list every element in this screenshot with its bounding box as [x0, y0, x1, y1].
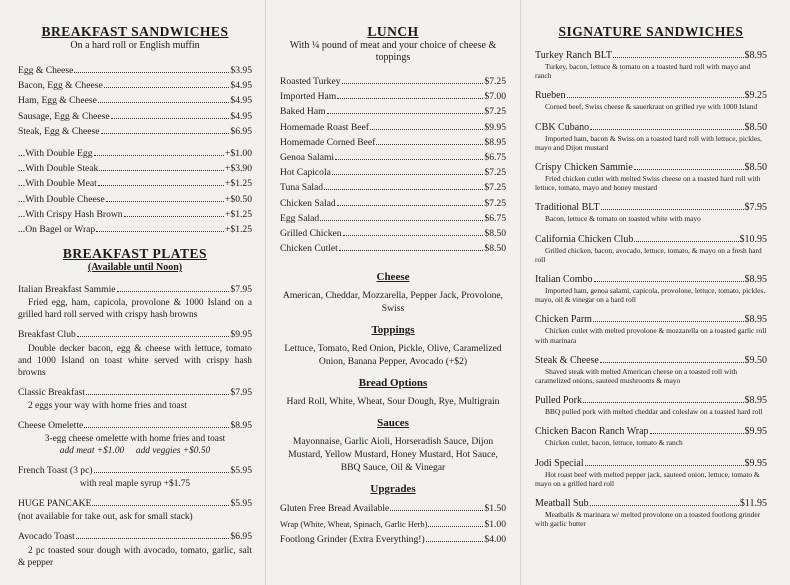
item-name: Chicken Cutlet: [280, 243, 338, 255]
item-desc: Hot roast beef with melted pepper jack, sauteed onion, lettuce, tomato & mayo on a grilled hard roll: [535, 469, 760, 488]
item-price: $9.50: [744, 354, 767, 366]
toppings-text: Lettuce, Tomato, Red Onion, Pickle, Olive, Caramelized Onion, Banana Pepper, Avocado (+$2): [284, 343, 502, 368]
item-name: Roasted Turkey: [280, 76, 341, 87]
dot-leader: [567, 88, 744, 98]
sauces-title: Sauces: [377, 417, 409, 430]
item-price: $7.95: [230, 386, 252, 398]
breakfast-sandwich-list: [18, 63, 252, 139]
item-desc: (not available for take out, ask for small stack): [18, 512, 193, 523]
menu-item-row: [535, 200, 767, 214]
signature-item: [535, 353, 767, 385]
signature-item: [535, 232, 767, 264]
item-price: $6.95: [230, 125, 252, 137]
signature-item: [535, 88, 767, 111]
item-price: $5.95: [230, 498, 252, 510]
item-price: +$1.00: [225, 148, 252, 160]
item-name: Italian Breakfast Sammie: [18, 284, 116, 296]
item-price: $8.50: [744, 162, 767, 174]
right-column: [535, 0, 767, 536]
dot-leader: [94, 146, 225, 156]
item-desc: Fried chicken cutlet with melted Swiss cheese on a toasted hard roll with lettuce, tomato, mayo and honey mustard: [535, 174, 761, 193]
menu-item-row: [280, 517, 506, 532]
item-price: $6.75: [484, 212, 506, 224]
signature-item: [535, 200, 767, 223]
item-price: $9.95: [744, 426, 767, 438]
dot-leader: [613, 48, 743, 58]
lunch-subtitle: With ¼ pound of meat and your choice of cheese & toppings: [289, 40, 497, 63]
item-price: $4.95: [230, 110, 252, 122]
item-name: Cheese Omelette: [18, 419, 84, 431]
item-price: $8.95: [744, 274, 767, 286]
item-price: +$1.25: [225, 208, 252, 220]
item-price: $8.95: [484, 136, 506, 148]
item-name: Gluten Free Bread Available: [280, 503, 390, 515]
dot-leader: [376, 135, 483, 145]
menu-item-row: [18, 207, 252, 222]
menu-item-row: [18, 146, 252, 161]
item-price: $10.95: [739, 233, 767, 245]
item-price: $8.50: [484, 243, 506, 255]
dot-leader: [337, 89, 483, 99]
item-name: Classic Breakfast: [18, 386, 85, 398]
dot-leader: [104, 78, 230, 88]
addon-list: [18, 146, 252, 237]
menu-item-row: [280, 241, 506, 256]
dot-leader: [74, 63, 229, 73]
bread-title: Bread Options: [358, 377, 428, 390]
dot-leader: [593, 312, 744, 322]
signature-item: [535, 160, 767, 192]
item-desc: Turkey, bacon, lettuce & tomato on a toasted hard roll with mayo and ranch: [535, 62, 751, 81]
item-name: Traditional BLT: [535, 202, 600, 214]
dot-leader: [99, 161, 224, 171]
item-name: Pulled Pork: [535, 395, 582, 407]
item-name: Chicken Salad: [280, 197, 336, 209]
item-desc: Fried egg, ham, capicola, provolone & 1000 Island on a grilled hard roll served with crispy hash browns: [18, 298, 252, 321]
item-price: $7.25: [484, 182, 506, 194]
item-price: $9.95: [230, 329, 252, 341]
item-price: +$0.50: [225, 193, 252, 205]
item-desc: Chicken cutlet, bacon, lettuce, tomato & ranch: [545, 438, 683, 448]
dot-leader: [634, 160, 744, 170]
menu-item-row: [18, 176, 252, 191]
menu-item-row: [535, 272, 767, 286]
menu-item: [18, 327, 252, 378]
item-price: $8.95: [744, 314, 767, 326]
dot-leader: [339, 241, 484, 251]
menu-item-row: [535, 160, 767, 174]
menu-item-row: [280, 211, 506, 226]
item-price: $7.25: [484, 106, 506, 118]
menu-item-row: [18, 222, 252, 237]
item-name: HUGE PANCAKE: [18, 498, 92, 510]
dot-leader: [106, 192, 224, 202]
menu-item-row: [18, 192, 252, 207]
item-name: ...With Crispy Hash Brown: [18, 208, 123, 220]
item-name: Baked Ham: [280, 106, 326, 118]
dot-leader: [590, 120, 743, 130]
item-name: ...With Double Meat: [18, 178, 97, 190]
menu-item-row: [280, 150, 506, 165]
dot-leader: [585, 456, 744, 466]
item-price: $7.25: [484, 167, 506, 179]
item-name: Bacon, Egg & Cheese: [18, 80, 103, 92]
menu-item-row: [535, 424, 767, 438]
item-price: $7.25: [484, 76, 506, 87]
item-price: $3.95: [230, 65, 252, 76]
item-price: $5.95: [230, 465, 252, 477]
menu-item-row: [535, 232, 767, 246]
dot-leader: [370, 120, 483, 130]
menu-item-row: [18, 124, 252, 139]
item-name: Grilled Chicken: [280, 228, 342, 240]
dot-leader: [583, 393, 744, 403]
item-name: Wrap (White, Wheat, Spinach, Garlic Herb): [280, 519, 428, 529]
item-name: French Toast (3 pc): [18, 465, 93, 477]
item-price: $1.00: [484, 518, 506, 530]
bread-text: Hard Roll, White, Wheat, Sour Dough, Rye, Multigrain: [286, 396, 500, 408]
menu-item-row: [280, 135, 506, 150]
signature-item: [535, 120, 767, 152]
item-name: Turkey Ranch BLT: [535, 50, 613, 61]
signature-item: [535, 312, 767, 344]
signature-item: [535, 272, 767, 304]
fold-line: [265, 0, 266, 585]
menu-item: [18, 529, 252, 568]
lunch-title: LUNCH: [367, 24, 419, 39]
item-name: Steak, Egg & Cheese: [18, 125, 100, 137]
menu-item-row: [18, 327, 252, 342]
item-price: +$1.25: [225, 178, 252, 190]
menu-item: [18, 282, 252, 321]
dot-leader: [86, 385, 230, 395]
signature-title: SIGNATURE SANDWICHES: [558, 24, 744, 39]
left-column: [18, 0, 252, 575]
item-price: $6.95: [230, 531, 252, 543]
upgrade-list: [280, 501, 506, 547]
menu-item: [18, 418, 252, 457]
toppings-title: Toppings: [371, 324, 415, 337]
menu-item-row: [280, 89, 506, 104]
breakfast-plate-list: [18, 282, 252, 412]
item-desc: Chicken cutlet with melted provolone & mozzarella on a toasted garlic roll with marinara: [535, 326, 767, 345]
menu-item-row: [535, 496, 767, 510]
menu-item-row: [280, 501, 506, 516]
dot-leader: [601, 200, 744, 210]
menu-item-row: [18, 78, 252, 93]
sauces-text: Mayonnaise, Garlic Aioli, Horseradish Sauce, Dijon Mustard, Yellow Mustard, Honey Mustard, Hot Sauce, BBQ Sauce, Oil & Vinegar: [288, 436, 498, 474]
item-name: ...With Double Cheese: [18, 193, 105, 205]
signature-item: [535, 496, 767, 528]
dot-leader: [650, 424, 744, 434]
menu-item-row: [18, 161, 252, 176]
dot-leader: [335, 150, 483, 160]
item-name: Rueben: [535, 90, 566, 102]
menu-item-row: [18, 385, 252, 400]
signature-item: [535, 456, 767, 488]
item-desc: Shaved steak with melted American cheese on a toasted roll with caramelized onions, sauteed mushrooms & mayo: [535, 366, 738, 386]
middle-column: [280, 0, 506, 547]
dot-leader: [324, 180, 483, 190]
item-desc: Grilled chicken, bacon, avocado, lettuce, tomato, & mayo on a fresh hard roll: [535, 245, 762, 264]
dot-leader: [117, 282, 230, 292]
dot-leader: [337, 196, 484, 206]
dot-leader: [600, 353, 744, 363]
cheese-text: American, Cheddar, Mozzarella, Pepper Jack, Provolone, Swiss: [282, 290, 504, 315]
item-price: $7.25: [484, 197, 506, 209]
menu-item-row: [535, 393, 767, 407]
menu-item: [18, 385, 252, 412]
signature-item: [535, 424, 767, 447]
menu-item: [18, 463, 252, 490]
item-price: $8.95: [744, 50, 767, 61]
item-price: $8.95: [744, 395, 767, 407]
item-name: Tuna Salad: [280, 182, 324, 194]
item-desc: Meatballs & marinara w/ melted provolone on a toasted footlong grinder with garlic butter: [535, 510, 761, 529]
item-desc: with real maple syrup +$1.75: [79, 479, 191, 490]
item-name: Egg Salad: [280, 212, 320, 224]
item-desc: Double decker bacon, egg & cheese with lettuce, tomato and 1000 Island on toast white served with crispy hash browns: [18, 343, 252, 378]
dot-leader: [390, 501, 483, 511]
dot-leader: [77, 327, 230, 337]
item-name: Footlong Grinder (Extra Everything!): [280, 533, 425, 545]
item-desc: Bacon, lettuce & tomato on toasted white with mayo: [545, 214, 701, 224]
item-name: Crispy Chicken Sammie: [535, 162, 633, 174]
menu-item-row: [535, 353, 767, 367]
item-name: Jodi Special: [535, 457, 584, 469]
dot-leader: [343, 226, 484, 236]
item-name: Imported Ham: [280, 91, 337, 103]
menu-item-row: [535, 456, 767, 470]
item-name: Avocado Toast: [18, 531, 75, 543]
item-price: $7.95: [230, 284, 252, 296]
item-price: $6.75: [484, 152, 506, 164]
item-extras: add meat +$1.00 add veggies +$0.50: [59, 446, 211, 457]
item-desc: Corned beef, Swiss cheese & sauerkraut on grilled rye with 1000 Island: [545, 102, 758, 112]
item-price: $1.50: [484, 503, 506, 515]
item-name: Homemade Roast Beef: [280, 121, 369, 133]
dot-leader: [332, 165, 484, 175]
item-desc: 3-egg cheese omelette with home fries and toast: [44, 434, 226, 445]
signature-list: [535, 48, 767, 528]
menu-item-row: [280, 74, 506, 89]
item-desc: BBQ pulled pork with melted cheddar and coleslaw on a toasted hard roll: [545, 407, 763, 417]
dot-leader: [124, 207, 224, 217]
item-name: Homemade Corned Beef: [280, 136, 376, 148]
dot-leader: [594, 272, 744, 282]
dot-leader: [98, 93, 230, 103]
lunch-list: [280, 74, 506, 256]
item-price: $4.00: [484, 533, 506, 545]
item-name: Meatball Sub: [535, 498, 589, 510]
dot-leader: [342, 74, 484, 84]
menu-item-row: [535, 312, 767, 326]
menu-item-row: [280, 226, 506, 241]
signature-item: [535, 48, 767, 80]
menu-item-row: [280, 120, 506, 135]
menu-item-row: [280, 180, 506, 195]
menu-item-row: [280, 532, 506, 547]
item-price: $7.95: [744, 202, 767, 214]
item-name: Ham, Egg & Cheese: [18, 95, 97, 107]
breakfast-sandwiches-subtitle: On a hard roll or English muffin: [70, 40, 200, 51]
menu-item-row: [535, 48, 767, 62]
menu-item: [18, 496, 252, 523]
item-name: Egg & Cheese: [18, 65, 74, 76]
item-price: $4.95: [230, 95, 252, 107]
item-name: Italian Combo: [535, 274, 593, 286]
upgrades-title: Upgrades: [370, 483, 416, 496]
item-price: $8.50: [744, 121, 767, 133]
item-price: $9.95: [744, 457, 767, 469]
menu-item-row: [18, 93, 252, 108]
dot-leader: [327, 104, 484, 114]
signature-item: [535, 393, 767, 416]
item-desc: Imported ham, bacon & Swiss on a toasted hard roll with lettuce, pickles, mayo and Dijon mustard: [535, 133, 762, 152]
menu-item-row: [535, 120, 767, 134]
item-name: Chicken Parm: [535, 314, 592, 326]
item-desc: 2 pc toasted sour dough with avocado, tomato, garlic, salt & pepper: [18, 545, 252, 568]
menu-item-row: [18, 282, 252, 297]
item-name: Breakfast Club: [18, 329, 76, 341]
item-price: $8.50: [484, 228, 506, 240]
item-name: Sausage, Egg & Cheese: [18, 110, 110, 122]
dot-leader: [426, 532, 484, 542]
item-name: ...With Double Steak: [18, 163, 99, 175]
item-price: $4.95: [230, 80, 252, 92]
dot-leader: [590, 496, 739, 506]
fold-line: [520, 0, 521, 585]
item-name: Hot Capicola: [280, 167, 331, 179]
menu-item-row: [280, 165, 506, 180]
item-name: Steak & Cheese: [535, 354, 599, 366]
dot-leader: [98, 176, 224, 186]
dot-leader: [96, 222, 224, 232]
dot-leader: [111, 109, 230, 119]
dot-leader: [634, 232, 738, 242]
item-price: $7.00: [484, 91, 506, 103]
menu-item-row: [280, 196, 506, 211]
item-name: CBK Cubano: [535, 121, 590, 133]
item-price: $9.25: [744, 90, 767, 102]
item-name: Chicken Bacon Ranch Wrap: [535, 426, 649, 438]
item-price: $8.95: [230, 419, 252, 431]
breakfast-plates-subtitle: (Available until Noon): [87, 262, 183, 274]
dot-leader: [320, 211, 483, 221]
menu-item-row: [535, 88, 767, 102]
menu-item-row: [18, 63, 252, 78]
item-name: California Chicken Club: [535, 233, 634, 245]
item-desc: 2 eggs your way with home fries and toast: [28, 400, 187, 411]
item-name: ...On Bagel or Wrap: [18, 224, 96, 236]
menu-item-row: [280, 104, 506, 119]
item-name: ...With Double Egg: [18, 148, 93, 160]
item-price: $9.95: [484, 121, 506, 133]
cheese-title: Cheese: [376, 271, 410, 284]
item-desc: Imported ham, genoa salami, capicola, provolone, lettuce, tomato, pickles, mayo, oil & vinegar on a hard roll: [535, 286, 766, 305]
dot-leader: [428, 517, 483, 527]
item-name: Genoa Salami: [280, 152, 335, 164]
item-price: +$3.90: [225, 163, 252, 175]
breakfast-sandwiches-title: BREAKFAST SANDWICHES: [41, 24, 229, 39]
item-price: $11.95: [739, 498, 767, 510]
menu-item-row: [18, 109, 252, 124]
item-price: +$1.25: [225, 224, 252, 236]
dot-leader: [101, 124, 230, 134]
breakfast-plates-title: BREAKFAST PLATES: [62, 246, 208, 262]
